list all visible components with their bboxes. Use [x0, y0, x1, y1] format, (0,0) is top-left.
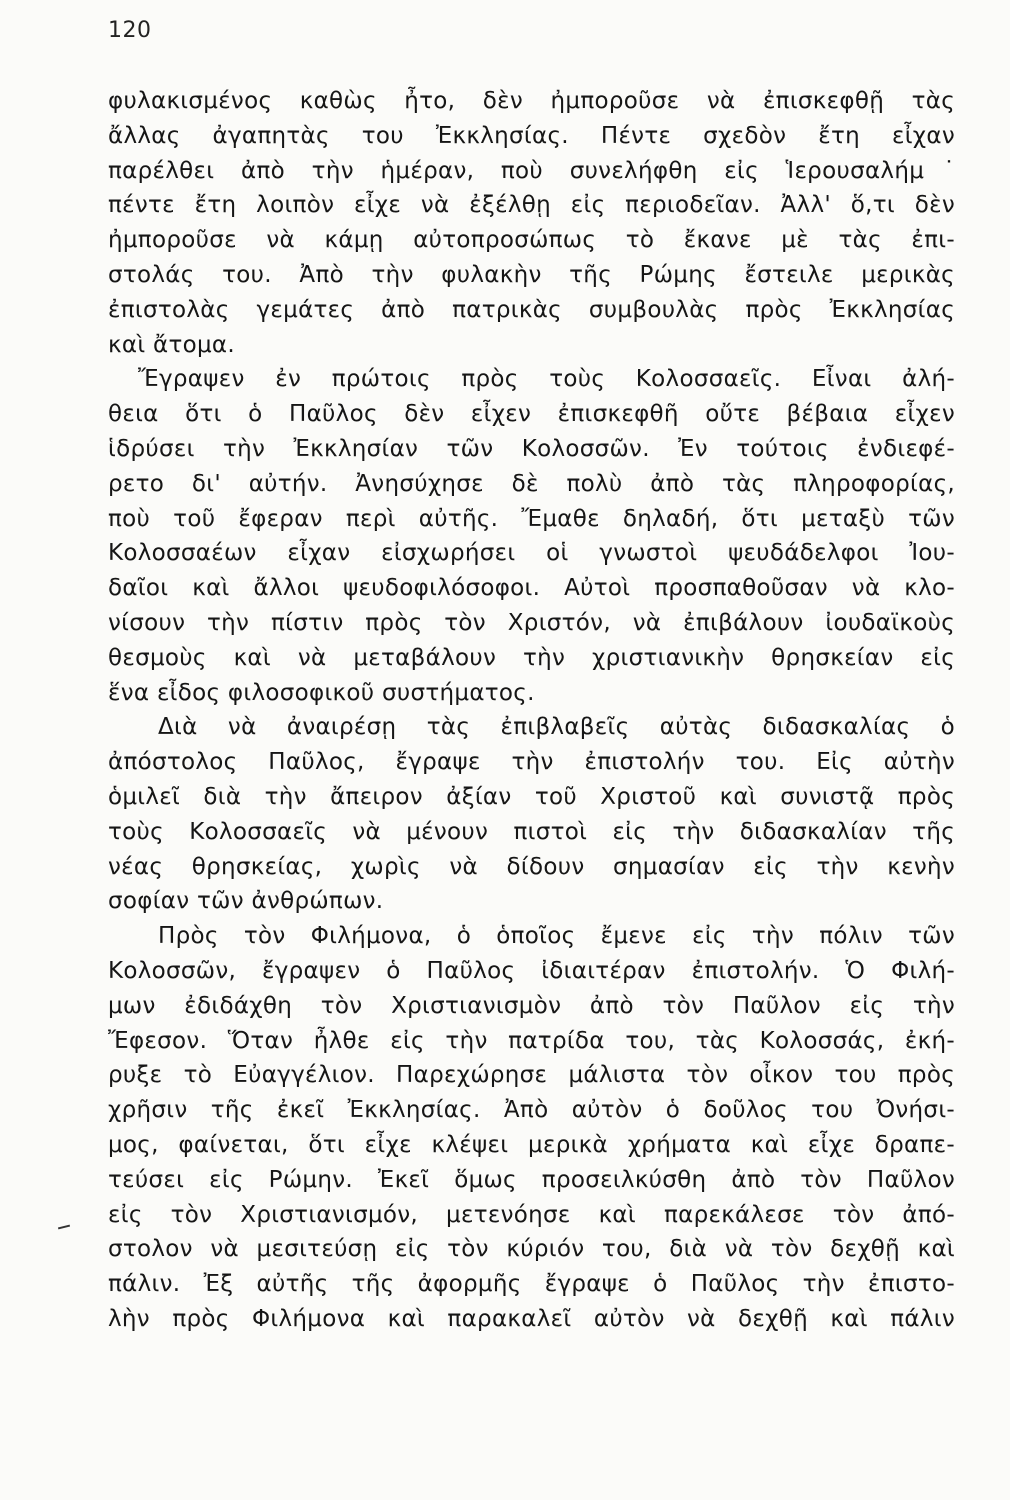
text-line: μος, φαίνεται, ὅτι εἶχε κλέψει μερικὰ χρήματα καὶ εἶχε δραπε-: [108, 1131, 955, 1158]
text-line: ἐπιστολὰς γεμάτες ἀπὸ πατρικὰς συμβουλὰς πρὸς Ἐκκλησίας: [108, 296, 955, 323]
text-line: θεια ὅτι ὁ Παῦλος δὲν εἶχεν ἐπισκεφθῆ οὔτε βέβαια εἶχεν: [108, 401, 955, 428]
text-line: πέντε ἔτη λοιπὸν εἶχε νὰ ἐξέλθῃ εἰς περιοδεῖαν. Ἀλλ' ὅ,τι δὲν: [108, 192, 955, 219]
text-line: ρετο δι' αὐτήν. Ἀνησύχησε δὲ πολὺ ἀπὸ τὰς πληροφορίας,: [108, 470, 955, 497]
text-line: φυλακισμένος καθὼς ἦτο, δὲν ἠμποροῦσε νὰ ἐπισκεφθῇ τὰς: [108, 88, 955, 114]
text-line: ποὺ τοῦ ἔφεραν περὶ αὐτῆς. Ἔμαθε δηλαδή, ὅτι μεταξὺ τῶν: [108, 505, 955, 532]
page-number: 120: [108, 18, 152, 43]
text-line: ἀπόστολος Παῦλος, ἔγραψε τὴν ἐπιστολήν του. Εἰς αὐτὴν: [108, 749, 955, 776]
text-line: πάλιν. Ἐξ αὐτῆς τῆς ἀφορμῆς ἔγραψε ὁ Παῦλος τὴν ἐπιστο-: [108, 1271, 955, 1298]
text-line: Ἔφεσον. Ὅταν ἦλθε εἰς τὴν πατρίδα του, τὰς Κολοσσάς, ἐκή-: [108, 1027, 955, 1054]
text-line: νέας θρησκείας, χωρὶς νὰ δίδουν σημασίαν εἰς τὴν κενὴν: [108, 853, 955, 880]
text-line: Πρὸς τὸν Φιλήμονα, ὁ ὁποῖος ἔμενε εἰς τὴν πόλιν τῶν: [158, 923, 955, 950]
text-line: λὴν πρὸς Φιλήμονα καὶ παρακαλεῖ αὐτὸν νὰ δεχθῇ καὶ πάλιν: [108, 1305, 955, 1332]
body-text: [108, 84, 955, 1337]
text-line: Ἔγραψεν ἐν πρώτοις πρὸς τοὺς Κολοσσαεῖς. Εἶναι ἀλή-: [138, 366, 955, 393]
margin-pen-mark: [58, 1225, 70, 1230]
text-line: ὁμιλεῖ διὰ τὴν ἄπειρον ἀξίαν τοῦ Χριστοῦ καὶ συνιστᾷ πρὸς: [108, 783, 955, 810]
text-line: δαῖοι καὶ ἄλλοι ψευδοφιλόσοφοι. Αὐτοὶ προσπαθοῦσαν νὰ κλο-: [108, 575, 955, 602]
text-line: παρέλθει ἀπὸ τὴν ἡμέραν, ποὺ συνελήφθη εἰς Ἱερουσαλήμ˙: [108, 157, 955, 184]
text-line: Διὰ νὰ ἀναιρέσῃ τὰς ἐπιβλαβεῖς αὐτὰς διδασκαλίας ὁ: [158, 714, 955, 741]
text-line: θεσμοὺς καὶ νὰ μεταβάλουν τὴν χριστιανικὴν θρησκείαν εἰς: [108, 644, 955, 671]
text-line: στολάς του. Ἀπὸ τὴν φυλακὴν τῆς Ρώμης ἔστειλε μερικὰς: [108, 261, 955, 288]
text-line: Κολοσσαέων εἶχαν εἰσχωρήσει οἱ γνωστοὶ ψευδάδελφοι Ἰου-: [108, 540, 955, 567]
text-line: τεύσει εἰς Ρώμην. Ἐκεῖ ὅμως προσειλκύσθη ἀπὸ τὸν Παῦλον: [108, 1166, 955, 1193]
text-line: νίσουν τὴν πίστιν πρὸς τὸν Χριστόν, νὰ ἐπιβάλουν ἰουδαϊκοὺς: [108, 609, 955, 636]
text-line: στολον νὰ μεσιτεύσῃ εἰς τὸν κύριόν του, διὰ νὰ τὸν δεχθῇ καὶ: [108, 1236, 955, 1263]
text-line: ἄλλας ἀγαπητὰς του Ἐκκλησίας. Πέντε σχεδὸν ἔτη εἶχαν: [108, 122, 955, 149]
text-line: Κολοσσῶν, ἔγραψεν ὁ Παῦλος ἰδιαιτέραν ἐπιστολήν. Ὁ Φιλή-: [108, 957, 955, 984]
text-line: χρῆσιν τῆς ἐκεῖ Ἐκκλησίας. Ἀπὸ αὐτὸν ὁ δοῦλος του Ὀνήσι-: [108, 1097, 955, 1124]
text-line: σοφίαν τῶν ἀνθρώπων.: [108, 888, 384, 915]
text-line: εἰς τὸν Χριστιανισμόν, μετενόησε καὶ παρεκάλεσε τὸν ἀπό-: [108, 1201, 955, 1228]
text-line: καὶ ἄτομα.: [108, 331, 235, 358]
text-line: μων ἐδιδάχθη τὸν Χριστιανισμὸν ἀπὸ τὸν Παῦλον εἰς τὴν: [108, 992, 955, 1019]
text-line: ἠμποροῦσε νὰ κάμῃ αὐτοπροσώπως τὸ ἔκανε μὲ τὰς ἐπι-: [108, 227, 955, 254]
text-line: ἱδρύσει τὴν Ἐκκλησίαν τῶν Κολοσσῶν. Ἐν τούτοις ἐνδιεφέ-: [108, 435, 955, 462]
text-line: τοὺς Κολοσσαεῖς νὰ μένουν πιστοὶ εἰς τὴν διδασκαλίαν τῆς: [108, 818, 955, 845]
text-line: ἕνα εἶδος φιλοσοφικοῦ συστήματος.: [108, 679, 535, 706]
text-line: ρυξε τὸ Εὐαγγέλιον. Παρεχώρησε μάλιστα τὸν οἶκον του πρὸς: [108, 1062, 955, 1089]
